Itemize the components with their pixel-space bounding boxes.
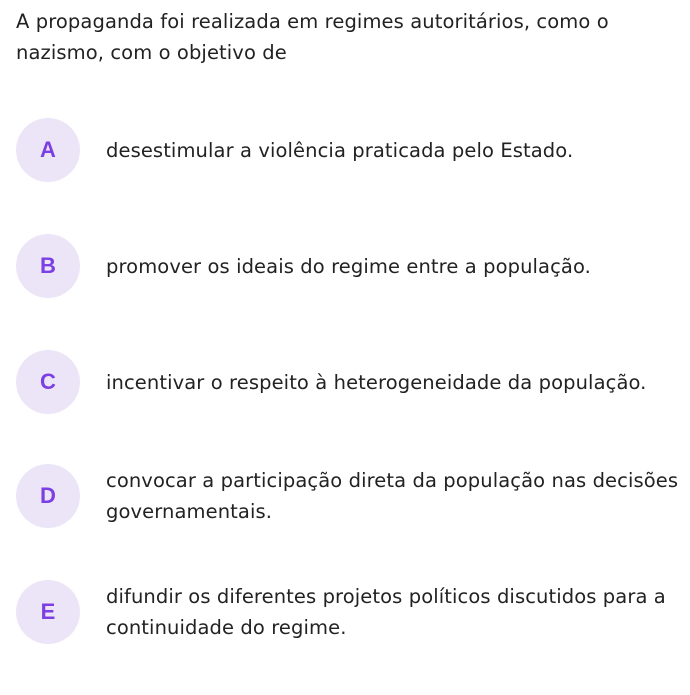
option-b[interactable] [16,234,688,298]
option-letter-badge[interactable]: A [16,118,80,182]
option-c[interactable] [16,350,688,414]
option-text[interactable]: desestimular a violência praticada pelo Estado. [106,139,574,162]
option-e[interactable] [16,580,688,644]
option-letter-badge[interactable]: E [16,580,80,644]
option-d[interactable] [16,464,688,528]
question-text: A propaganda foi realizada em regimes autoritários, como o nazismo, com o objetivo de [16,10,609,64]
option-letter-badge[interactable]: C [16,350,80,414]
option-text[interactable]: promover os ideais do regime entre a população. [106,255,591,278]
option-text[interactable]: difundir os diferentes projetos políticos discutidos para a continuidade do regime. [106,585,666,639]
option-text[interactable]: convocar a participação direta da população nas decisões governamentais. [106,469,679,523]
option-text[interactable]: incentivar o respeito à heterogeneidade da população. [106,371,647,394]
option-letter-badge[interactable]: B [16,234,80,298]
option-letter-badge[interactable]: D [16,464,80,528]
option-a[interactable] [16,118,688,182]
